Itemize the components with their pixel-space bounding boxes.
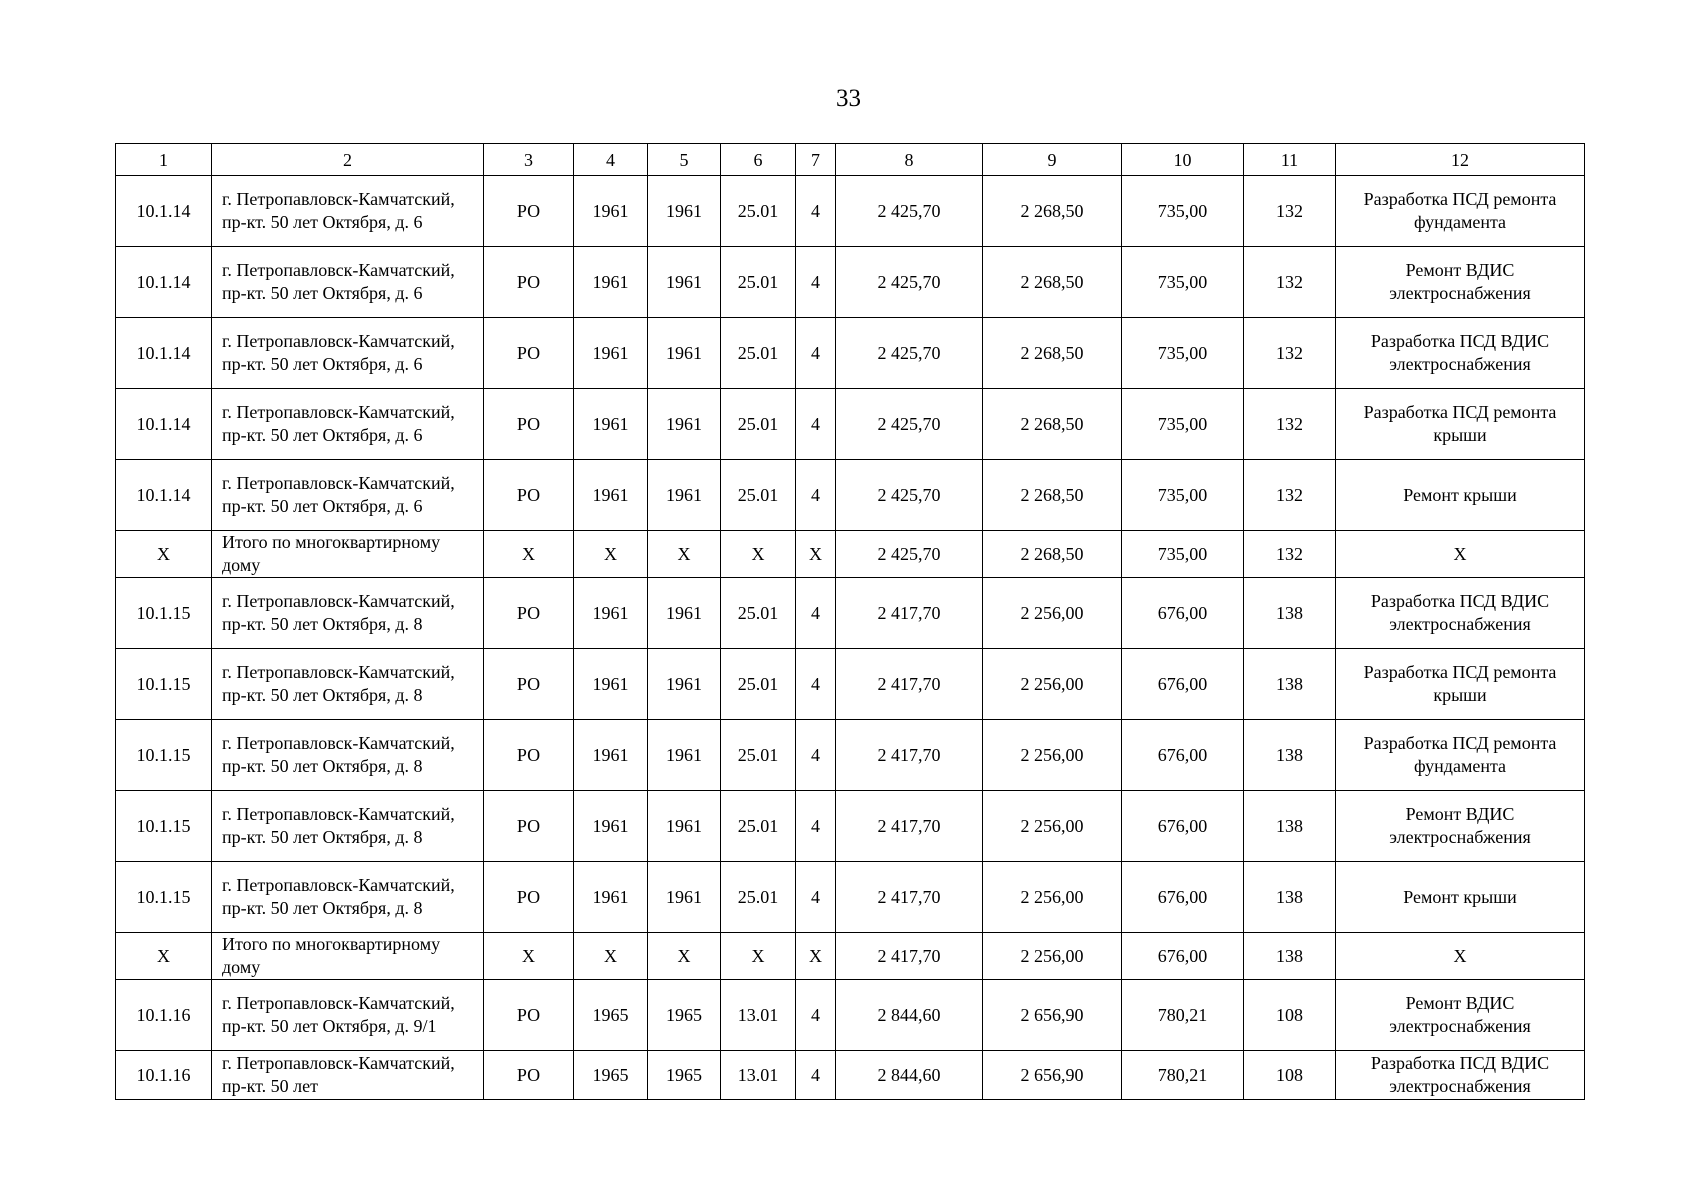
living-area-cell: 2 268,50 [983, 247, 1122, 318]
non-living-area-cell: 735,00 [1122, 460, 1244, 531]
living-area-cell: 2 256,00 [983, 933, 1122, 980]
build-year-cell: 1961 [574, 318, 648, 389]
commission-year-cell: X [648, 933, 721, 980]
table-row [116, 720, 1585, 791]
work-type-cell: X [1336, 531, 1585, 578]
residents-cell: 108 [1244, 1051, 1336, 1100]
address-cell: г. Петропавловск-Камчатский, пр-кт. 50 лет Октября, д. 8 [212, 578, 484, 649]
owner-cell: РО [484, 389, 574, 460]
residents-cell: 138 [1244, 578, 1336, 649]
build-year-cell: 1961 [574, 720, 648, 791]
build-year-cell: X [574, 531, 648, 578]
residents-cell: 132 [1244, 247, 1336, 318]
wall-type-cell: 25.01 [721, 318, 796, 389]
commission-year-cell: 1961 [648, 176, 721, 247]
column-number-cell: 4 [574, 144, 648, 176]
work-type-cell: Разработка ПСД ВДИС электроснабжения [1336, 318, 1585, 389]
wall-type-cell: 13.01 [721, 980, 796, 1051]
non-living-area-cell: 676,00 [1122, 862, 1244, 933]
address-cell: г. Петропавловск-Камчатский, пр-кт. 50 лет Октября, д. 6 [212, 460, 484, 531]
residents-cell: 132 [1244, 531, 1336, 578]
non-living-area-cell: 676,00 [1122, 933, 1244, 980]
commission-year-cell: 1961 [648, 247, 721, 318]
non-living-area-cell: 676,00 [1122, 791, 1244, 862]
row-number-cell: 10.1.16 [116, 980, 212, 1051]
owner-cell: РО [484, 980, 574, 1051]
residents-cell: 132 [1244, 389, 1336, 460]
non-living-area-cell: 735,00 [1122, 176, 1244, 247]
build-year-cell: 1961 [574, 649, 648, 720]
commission-year-cell: 1961 [648, 649, 721, 720]
wall-type-cell: 25.01 [721, 720, 796, 791]
total-area-cell: 2 425,70 [836, 389, 983, 460]
total-area-cell: 2 844,60 [836, 1051, 983, 1100]
work-type-cell: Ремонт ВДИС электроснабжения [1336, 247, 1585, 318]
floors-cell: 4 [796, 720, 836, 791]
work-type-cell: X [1336, 933, 1585, 980]
table-row [116, 460, 1585, 531]
table-row [116, 862, 1585, 933]
column-number-cell: 7 [796, 144, 836, 176]
page-number: 33 [836, 85, 861, 112]
row-number-cell: 10.1.14 [116, 176, 212, 247]
build-year-cell: 1961 [574, 389, 648, 460]
wall-type-cell: 25.01 [721, 862, 796, 933]
table-row [116, 1051, 1585, 1100]
non-living-area-cell: 735,00 [1122, 318, 1244, 389]
build-year-cell: 1965 [574, 1051, 648, 1100]
build-year-cell: 1965 [574, 980, 648, 1051]
build-year-cell: 1961 [574, 247, 648, 318]
owner-cell: РО [484, 176, 574, 247]
non-living-area-cell: 735,00 [1122, 531, 1244, 578]
wall-type-cell: 25.01 [721, 791, 796, 862]
table-row [116, 389, 1585, 460]
living-area-cell: 2 268,50 [983, 531, 1122, 578]
floors-cell: 4 [796, 1051, 836, 1100]
column-number-cell: 6 [721, 144, 796, 176]
owner-cell: РО [484, 318, 574, 389]
owner-cell: X [484, 933, 574, 980]
table-row [116, 649, 1585, 720]
living-area-cell: 2 256,00 [983, 791, 1122, 862]
floors-cell: 4 [796, 460, 836, 531]
row-number-cell: 10.1.14 [116, 389, 212, 460]
owner-cell: РО [484, 720, 574, 791]
column-number-cell: 8 [836, 144, 983, 176]
residents-cell: 132 [1244, 176, 1336, 247]
row-number-cell: 10.1.16 [116, 1051, 212, 1100]
total-row [116, 933, 1585, 980]
commission-year-cell: 1961 [648, 578, 721, 649]
owner-cell: РО [484, 1051, 574, 1100]
total-area-cell: 2 425,70 [836, 176, 983, 247]
wall-type-cell: 25.01 [721, 176, 796, 247]
work-type-cell: Разработка ПСД ремонта крыши [1336, 389, 1585, 460]
living-area-cell: 2 256,00 [983, 720, 1122, 791]
residents-cell: 138 [1244, 933, 1336, 980]
commission-year-cell: X [648, 531, 721, 578]
floors-cell: 4 [796, 247, 836, 318]
non-living-area-cell: 676,00 [1122, 649, 1244, 720]
residents-cell: 132 [1244, 318, 1336, 389]
wall-type-cell: 25.01 [721, 389, 796, 460]
address-cell: г. Петропавловск-Камчатский, пр-кт. 50 лет Октября, д. 8 [212, 791, 484, 862]
living-area-cell: 2 256,00 [983, 578, 1122, 649]
row-number-cell: 10.1.14 [116, 247, 212, 318]
living-area-cell: 2 656,90 [983, 1051, 1122, 1100]
owner-cell: РО [484, 649, 574, 720]
owner-cell: РО [484, 791, 574, 862]
column-number-cell: 3 [484, 144, 574, 176]
build-year-cell: 1961 [574, 578, 648, 649]
floors-cell: 4 [796, 578, 836, 649]
table-row [116, 247, 1585, 318]
row-number-cell: 10.1.15 [116, 791, 212, 862]
floors-cell: 4 [796, 176, 836, 247]
floors-cell: 4 [796, 862, 836, 933]
row-number-cell: 10.1.14 [116, 318, 212, 389]
wall-type-cell: X [721, 933, 796, 980]
floors-cell: X [796, 531, 836, 578]
build-year-cell: 1961 [574, 791, 648, 862]
address-cell: г. Петропавловск-Камчатский, пр-кт. 50 лет Октября, д. 6 [212, 247, 484, 318]
work-type-cell: Ремонт крыши [1336, 460, 1585, 531]
row-number-cell: 10.1.15 [116, 578, 212, 649]
column-number-cell: 12 [1336, 144, 1585, 176]
total-area-cell: 2 425,70 [836, 531, 983, 578]
column-number-cell: 9 [983, 144, 1122, 176]
table-row [116, 318, 1585, 389]
wall-type-cell: 25.01 [721, 649, 796, 720]
total-row [116, 531, 1585, 578]
living-area-cell: 2 256,00 [983, 862, 1122, 933]
total-area-cell: 2 417,70 [836, 578, 983, 649]
floors-cell: 4 [796, 389, 836, 460]
wall-type-cell: X [721, 531, 796, 578]
column-number-cell: 5 [648, 144, 721, 176]
owner-cell: РО [484, 247, 574, 318]
owner-cell: РО [484, 578, 574, 649]
living-area-cell: 2 268,50 [983, 389, 1122, 460]
table-row [116, 176, 1585, 247]
column-number-cell: 11 [1244, 144, 1336, 176]
floors-cell: 4 [796, 791, 836, 862]
residents-cell: 108 [1244, 980, 1336, 1051]
total-area-cell: 2 417,70 [836, 933, 983, 980]
residents-cell: 138 [1244, 720, 1336, 791]
row-number-cell: X [116, 933, 212, 980]
non-living-area-cell: 735,00 [1122, 247, 1244, 318]
table-row [116, 578, 1585, 649]
row-number-cell: 10.1.15 [116, 862, 212, 933]
work-type-cell: Ремонт ВДИС электроснабжения [1336, 791, 1585, 862]
table-body [116, 144, 1585, 1100]
column-number-cell: 10 [1122, 144, 1244, 176]
row-number-cell: 10.1.15 [116, 649, 212, 720]
living-area-cell: 2 268,50 [983, 460, 1122, 531]
work-type-cell: Разработка ПСД ВДИС электроснабжения [1336, 1051, 1585, 1100]
total-area-cell: 2 844,60 [836, 980, 983, 1051]
total-area-cell: 2 425,70 [836, 318, 983, 389]
total-area-cell: 2 417,70 [836, 649, 983, 720]
owner-cell: РО [484, 460, 574, 531]
address-cell: Итого по многоквартирному дому [212, 531, 484, 578]
living-area-cell: 2 268,50 [983, 176, 1122, 247]
commission-year-cell: 1961 [648, 791, 721, 862]
living-area-cell: 2 268,50 [983, 318, 1122, 389]
work-type-cell: Разработка ПСД ремонта крыши [1336, 649, 1585, 720]
address-cell: Итого по многоквартирному дому [212, 933, 484, 980]
non-living-area-cell: 676,00 [1122, 720, 1244, 791]
address-cell: г. Петропавловск-Камчатский, пр-кт. 50 лет Октября, д. 8 [212, 862, 484, 933]
living-area-cell: 2 656,90 [983, 980, 1122, 1051]
wall-type-cell: 25.01 [721, 578, 796, 649]
commission-year-cell: 1961 [648, 862, 721, 933]
build-year-cell: X [574, 933, 648, 980]
row-number-cell: 10.1.14 [116, 460, 212, 531]
wall-type-cell: 25.01 [721, 460, 796, 531]
living-area-cell: 2 256,00 [983, 649, 1122, 720]
commission-year-cell: 1965 [648, 1051, 721, 1100]
row-number-cell: 10.1.15 [116, 720, 212, 791]
address-cell: г. Петропавловск-Камчатский, пр-кт. 50 лет Октября, д. 6 [212, 318, 484, 389]
work-type-cell: Ремонт крыши [1336, 862, 1585, 933]
total-area-cell: 2 417,70 [836, 862, 983, 933]
owner-cell: X [484, 531, 574, 578]
row-number-cell: X [116, 531, 212, 578]
wall-type-cell: 25.01 [721, 247, 796, 318]
column-number-row [116, 144, 1585, 176]
address-cell: г. Петропавловск-Камчатский, пр-кт. 50 лет Октября, д. 9/1 [212, 980, 484, 1051]
residents-cell: 138 [1244, 791, 1336, 862]
non-living-area-cell: 735,00 [1122, 389, 1244, 460]
work-type-cell: Разработка ПСД ремонта фундамента [1336, 720, 1585, 791]
work-type-cell: Разработка ПСД ВДИС электроснабжения [1336, 578, 1585, 649]
floors-cell: X [796, 933, 836, 980]
commission-year-cell: 1961 [648, 318, 721, 389]
address-cell: г. Петропавловск-Камчатский, пр-кт. 50 лет [212, 1051, 484, 1100]
address-cell: г. Петропавловск-Камчатский, пр-кт. 50 лет Октября, д. 8 [212, 720, 484, 791]
total-area-cell: 2 417,70 [836, 791, 983, 862]
total-area-cell: 2 425,70 [836, 247, 983, 318]
commission-year-cell: 1961 [648, 720, 721, 791]
work-type-cell: Ремонт ВДИС электроснабжения [1336, 980, 1585, 1051]
address-cell: г. Петропавловск-Камчатский, пр-кт. 50 лет Октября, д. 6 [212, 389, 484, 460]
non-living-area-cell: 780,21 [1122, 980, 1244, 1051]
commission-year-cell: 1965 [648, 980, 721, 1051]
non-living-area-cell: 676,00 [1122, 578, 1244, 649]
owner-cell: РО [484, 862, 574, 933]
table-row [116, 791, 1585, 862]
commission-year-cell: 1961 [648, 389, 721, 460]
floors-cell: 4 [796, 980, 836, 1051]
total-area-cell: 2 417,70 [836, 720, 983, 791]
build-year-cell: 1961 [574, 176, 648, 247]
build-year-cell: 1961 [574, 460, 648, 531]
capital-repair-table [115, 143, 1585, 1100]
work-type-cell: Разработка ПСД ремонта фундамента [1336, 176, 1585, 247]
residents-cell: 138 [1244, 649, 1336, 720]
column-number-cell: 2 [212, 144, 484, 176]
column-number-cell: 1 [116, 144, 212, 176]
floors-cell: 4 [796, 649, 836, 720]
residents-cell: 138 [1244, 862, 1336, 933]
total-area-cell: 2 425,70 [836, 460, 983, 531]
commission-year-cell: 1961 [648, 460, 721, 531]
table-row [116, 980, 1585, 1051]
address-cell: г. Петропавловск-Камчатский, пр-кт. 50 лет Октября, д. 8 [212, 649, 484, 720]
build-year-cell: 1961 [574, 862, 648, 933]
non-living-area-cell: 780,21 [1122, 1051, 1244, 1100]
address-cell: г. Петропавловск-Камчатский, пр-кт. 50 лет Октября, д. 6 [212, 176, 484, 247]
floors-cell: 4 [796, 318, 836, 389]
residents-cell: 132 [1244, 460, 1336, 531]
wall-type-cell: 13.01 [721, 1051, 796, 1100]
